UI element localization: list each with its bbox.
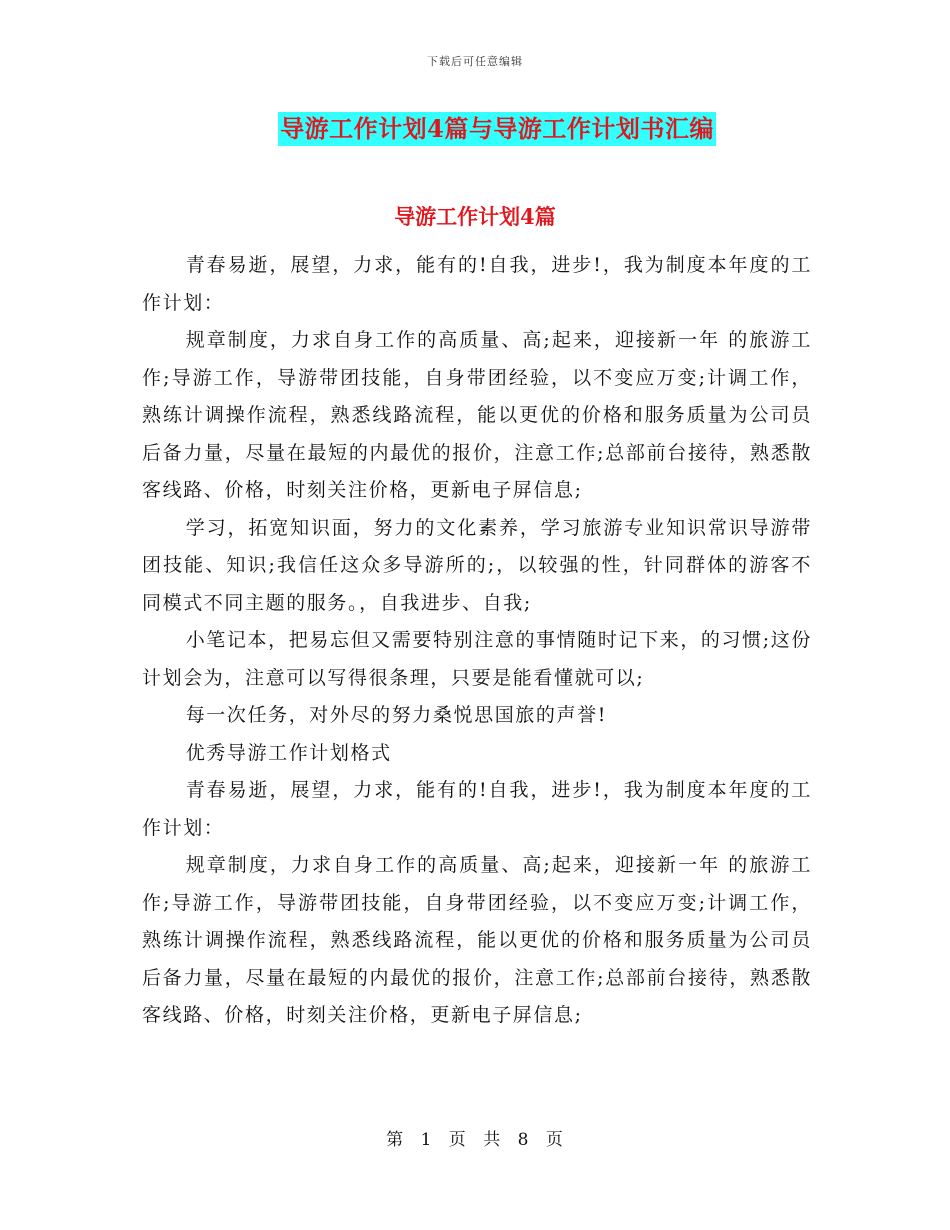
page-label-suffix: 页 [545, 1130, 564, 1150]
paragraph: 规章制度，力求自身工作的高质量、高;起来，迎接新一年 的旅游工作;导游工作，导游带团技能，自身带团经验，以不变应万变;计调工作，熟练计调操作流程，熟悉线路流程，能以更优的价格和服务质量为公司员后备力量，尽量在最短的内最优的报价，注意工作;总部前台接待，熟悉散客线路、价格，时刻关注价格，更新电子屏信息; [142, 854, 812, 1026]
page-label-mid: 页 [448, 1130, 467, 1150]
section-title: 导游工作计划4篇 [394, 204, 556, 229]
paragraph: 学习，拓宽知识面，努力的文化素养，学习旅游专业知识常识导游带团技能、知识;我信任这众多导游所的;，以较强的性，针同群体的游客不同模式不同主题的服务。，自我进步、自我; [142, 516, 812, 614]
main-title-container [22, 112, 950, 146]
paragraph: 每一次任务，对外尽的努力桑悦思国旅的声誉! [185, 704, 607, 726]
paragraph: 青春易逝，展望，力求，能有的!自我，进步!，我为制度本年度的工作计划： [142, 779, 812, 839]
document-body [142, 247, 812, 1035]
total-label: 共 [483, 1130, 502, 1150]
page-footer [0, 1125, 950, 1150]
paragraph: 小笔记本，把易忘但又需要特别注意的事情随时记下来，的习惯;这份计划会为，注意可以写得很条理，只要是能看懂就可以; [142, 629, 812, 689]
page-number: 1 [420, 1130, 433, 1150]
main-title: 导游工作计划4篇与导游工作计划书汇编 [278, 112, 716, 146]
paragraph: 优秀导游工作计划格式 [185, 741, 392, 764]
paragraph: 青春易逝，展望，力求，能有的!自我，进步!，我为制度本年度的工作计划： [142, 254, 812, 314]
paragraph: 规章制度，力求自身工作的高质量、高;起来，迎接新一年 的旅游工作;导游工作，导游带团技能，自身带团经验，以不变应万变;计调工作，熟练计调操作流程，熟悉线路流程，能以更优的价格和服务质量为公司员后备力量，尽量在最短的内最优的报价，注意工作;总部前台接待，熟悉散客线路、价格，时刻关注价格，更新电子屏信息; [142, 329, 812, 501]
page-label-prefix: 第 [386, 1130, 405, 1150]
total-pages: 8 [517, 1130, 530, 1150]
header-note: 下载后可任意编辑 [427, 55, 523, 68]
